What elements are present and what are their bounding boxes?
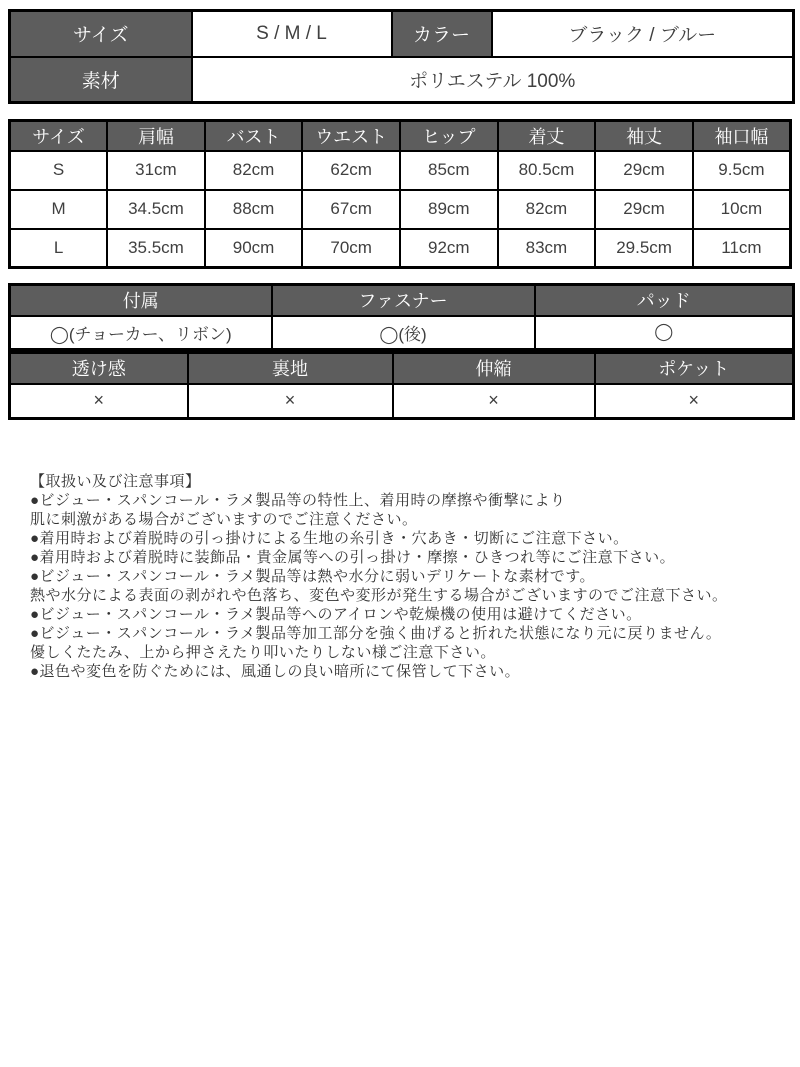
care-line: ●ビジュー・スパンコール・ラメ製品等の特性上、着用時の摩擦や衝撃により bbox=[30, 492, 566, 509]
meas-cell: 31cm bbox=[107, 151, 205, 190]
accessory-label: 付属 bbox=[10, 285, 272, 316]
details-table bbox=[8, 351, 795, 420]
meas-cell: 29cm bbox=[595, 151, 693, 190]
fastener-label: ファスナー bbox=[272, 285, 535, 316]
features-value-row bbox=[10, 316, 794, 350]
spec-table bbox=[8, 9, 795, 104]
meas-cell: 67cm bbox=[302, 190, 400, 229]
size-label: サイズ bbox=[10, 11, 192, 57]
meas-header-length: 着丈 bbox=[498, 121, 596, 151]
care-notes bbox=[30, 472, 792, 681]
meas-cell: 70cm bbox=[302, 229, 400, 268]
meas-header-hip: ヒップ bbox=[400, 121, 498, 151]
meas-cell: M bbox=[10, 190, 108, 229]
measurements-row-s bbox=[10, 151, 791, 190]
features-table bbox=[8, 283, 795, 351]
meas-cell: 10cm bbox=[693, 190, 791, 229]
material-value: ポリエステル 100% bbox=[192, 57, 794, 103]
stretch-label: 伸縮 bbox=[393, 353, 595, 384]
sheerness-label: 透け感 bbox=[10, 353, 188, 384]
meas-cell: 35.5cm bbox=[107, 229, 205, 268]
measurements-header-row bbox=[10, 121, 791, 151]
meas-cell: 88cm bbox=[205, 190, 303, 229]
meas-header-waist: ウエスト bbox=[302, 121, 400, 151]
meas-cell: 29cm bbox=[595, 190, 693, 229]
meas-cell: L bbox=[10, 229, 108, 268]
meas-cell: 92cm bbox=[400, 229, 498, 268]
meas-header-size: サイズ bbox=[10, 121, 108, 151]
lining-label: 裏地 bbox=[188, 353, 393, 384]
sheerness-value: × bbox=[10, 384, 188, 419]
meas-cell: 62cm bbox=[302, 151, 400, 190]
measurements-row-l bbox=[10, 229, 791, 268]
spec-row-size-color bbox=[10, 11, 794, 57]
meas-cell: 83cm bbox=[498, 229, 596, 268]
details-header-row bbox=[10, 353, 794, 384]
meas-header-sleeve: 袖丈 bbox=[595, 121, 693, 151]
accessory-value: ◯(チョーカー、リボン) bbox=[10, 316, 272, 350]
care-line: ●ビジュー・スパンコール・ラメ製品等へのアイロンや乾燥機の使用は避けてください。 bbox=[30, 606, 642, 623]
care-line: ●着用時および着脱時に装飾品・貴金属等への引っ掛け・摩擦・ひきつれ等にご注意下さい。 bbox=[30, 549, 676, 566]
meas-header-shoulder: 肩幅 bbox=[107, 121, 205, 151]
meas-cell: 90cm bbox=[205, 229, 303, 268]
fastener-value: ◯(後) bbox=[272, 316, 535, 350]
color-label: カラー bbox=[392, 11, 492, 57]
care-line: ●着用時および着脱時の引っ掛けによる生地の糸引き・穴あき・切断にご注意下さい。 bbox=[30, 530, 629, 547]
care-line: ●ビジュー・スパンコール・ラメ製品等加工部分を強く曲げると折れた状態になり元に戻りません。 bbox=[30, 625, 722, 642]
care-line: 優しくたたみ、上から押さえたり叩いたりしない様ご注意下さい。 bbox=[30, 644, 496, 661]
lining-value: × bbox=[188, 384, 393, 419]
meas-cell: 82cm bbox=[498, 190, 596, 229]
color-value: ブラック / ブルー bbox=[492, 11, 794, 57]
meas-cell: 9.5cm bbox=[693, 151, 791, 190]
measurements-table bbox=[8, 119, 792, 269]
measurements-row-m bbox=[10, 190, 791, 229]
meas-header-bust: バスト bbox=[205, 121, 303, 151]
spec-row-material bbox=[10, 57, 794, 103]
pad-value: ◯ bbox=[535, 316, 794, 350]
meas-cell: 89cm bbox=[400, 190, 498, 229]
details-value-row bbox=[10, 384, 794, 419]
pocket-value: × bbox=[595, 384, 794, 419]
care-line: ●退色や変色を防ぐためには、風通しの良い暗所にて保管して下さい。 bbox=[30, 663, 521, 680]
size-value: S / M / L bbox=[192, 11, 392, 57]
care-line: ●ビジュー・スパンコール・ラメ製品等は熱や水分に弱いデリケートな素材です。 bbox=[30, 568, 596, 585]
meas-cell: 80.5cm bbox=[498, 151, 596, 190]
material-label: 素材 bbox=[10, 57, 192, 103]
pad-label: パッド bbox=[535, 285, 794, 316]
meas-header-cuff: 袖口幅 bbox=[693, 121, 791, 151]
care-line: 肌に刺激がある場合がございますのでご注意ください。 bbox=[30, 511, 418, 528]
care-line: 熱や水分による表面の剥がれや色落ち、変色や変形が発生する場合がございますのでご注意下さい。 bbox=[30, 587, 728, 604]
stretch-value: × bbox=[393, 384, 595, 419]
meas-cell: 11cm bbox=[693, 229, 791, 268]
pocket-label: ポケット bbox=[595, 353, 794, 384]
care-title: 【取扱い及び注意事項】 bbox=[30, 473, 201, 490]
meas-cell: S bbox=[10, 151, 108, 190]
features-header-row bbox=[10, 285, 794, 316]
meas-cell: 29.5cm bbox=[595, 229, 693, 268]
meas-cell: 85cm bbox=[400, 151, 498, 190]
meas-cell: 82cm bbox=[205, 151, 303, 190]
meas-cell: 34.5cm bbox=[107, 190, 205, 229]
